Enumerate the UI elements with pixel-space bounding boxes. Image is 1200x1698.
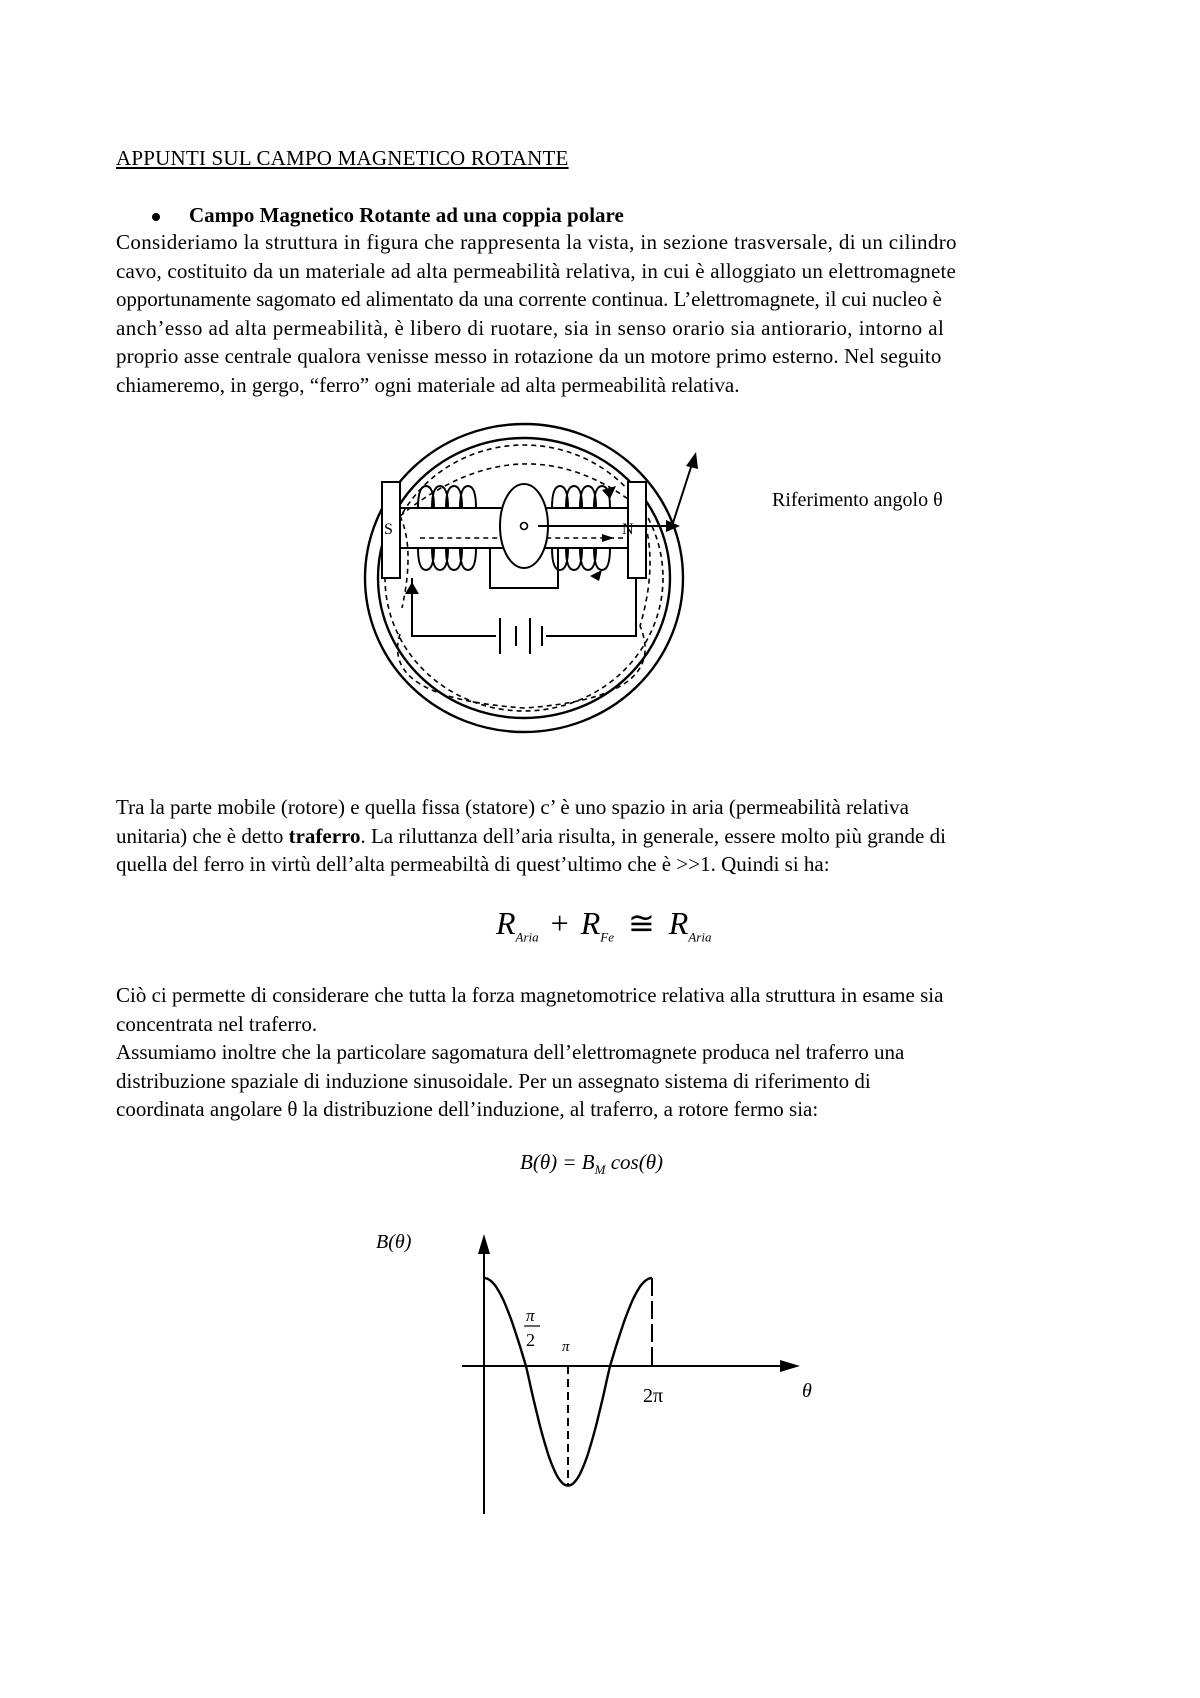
traferro-paragraph [116, 793, 1098, 879]
battery-icon [500, 618, 542, 654]
dc-supply-wire [546, 578, 636, 636]
section-heading: Campo Magnetico Rotante ad una coppia polare [189, 203, 624, 227]
body-line: concentrata nel traferro. [116, 1011, 318, 1036]
intro-line: chiameremo, in gergo, “ferro” ogni materiale ad alta permeabilità relativa. [116, 372, 740, 397]
flux-arrow-icon [602, 534, 614, 542]
intro-line: opportunamente sagomato ed alimentato da una corrente continua. L’elettromagnete, il cui nucleo è [116, 287, 942, 312]
tick-pi: π [562, 1339, 570, 1355]
y-axis-arrow-icon [478, 1234, 490, 1254]
body-line: distribuzione spaziale di induzione sinusoidale. Per un assegnato sistema di riferimento di [116, 1068, 871, 1093]
graph-y-label: B(θ) [376, 1231, 412, 1253]
reluctance-symbol: R [496, 905, 516, 941]
tick-two-pi: 2π [643, 1385, 664, 1407]
traferro-line: Tra la parte mobile (rotore) e quella fissa (statore) c’ è uno spazio in aria (permeabilità relativa [116, 795, 909, 819]
traferro-text: unitaria) che è detto [116, 823, 289, 848]
reference-angle-line [672, 464, 692, 526]
x-axis-arrow-icon [780, 1360, 800, 1372]
reference-angle-label: Riferimento angolo θ [772, 489, 943, 511]
flux-line-dashed [400, 516, 408, 608]
flux-line-dashed [398, 626, 646, 708]
intro-line: Consideriamo la struttura in figura che rappresenta la vista, in sezione trasversale, di un cilindro [116, 230, 957, 254]
excitation-coil-right [552, 486, 610, 570]
bullet-icon [152, 213, 160, 221]
body-paragraph [116, 981, 1098, 1124]
traferro-line: quella del ferro in virtù dell’alta permeabiltà di quest’ultimo che è >>1. Quindi si ha: [116, 852, 830, 877]
intro-line: anch’esso ad alta permeabilità, è libero di ruotare, sia in senso orario sia antiorario, intorno al [116, 315, 945, 340]
induction-lhs: B(θ) = B [520, 1150, 595, 1174]
machine-cross-section-figure [340, 408, 1000, 758]
dc-supply-wire [412, 578, 496, 636]
plus-sign: + [550, 905, 569, 941]
graph-x-label: θ [802, 1380, 812, 1402]
traferro-line [116, 822, 1098, 851]
intro-line: proprio asse centrale qualora venisse messo in rotazione da un motore primo esterno. Nel seguito [116, 344, 942, 369]
body-line: Ciò ci permette di considerare che tutta la forza magnetomotrice relativa alla struttura in esame sia [116, 983, 944, 1007]
reluctance-formula [496, 904, 711, 945]
traferro-bold: traferro [288, 823, 361, 848]
reluctance-subscript: Aria [515, 929, 539, 945]
reluctance-subscript: Aria [688, 929, 712, 945]
traferro-text: . La riluttanza dell’aria risulta, in generale, essere molto più grande di [360, 823, 946, 848]
tick-pi-half-denominator: 2 [526, 1330, 535, 1350]
body-line: coordinata angolare θ la distribuzione dell’induzione, al traferro, a rotore fermo sia: [116, 1097, 819, 1122]
pole-label-north: N [622, 521, 634, 538]
induction-graph [360, 1220, 840, 1520]
approx-sign: ≅ [627, 905, 655, 941]
intro-paragraph [116, 228, 1098, 400]
reference-arrow-icon [686, 452, 698, 469]
current-arrow-icon [405, 582, 419, 594]
reluctance-symbol: R [668, 905, 689, 941]
document-title: APPUNTI SUL CAMPO MAGNETICO ROTANTE [116, 146, 569, 170]
induction-formula [520, 1150, 663, 1178]
reluctance-symbol: R [580, 905, 601, 941]
body-line: Assumiamo inoltre che la particolare sagomatura dell’elettromagnete produca nel traferro una [116, 1040, 905, 1065]
pole-label-south: S [384, 521, 393, 538]
induction-subscript: M [594, 1162, 606, 1178]
flux-arrow-icon [590, 570, 602, 581]
intro-line: cavo, costituito da un materiale ad alta permeabilità relativa, in cui è alloggiato un elettromagnete [116, 258, 957, 283]
excitation-coil-left [418, 486, 476, 570]
tick-pi-half-numerator: π [526, 1306, 535, 1325]
induction-rhs: cos(θ) [605, 1150, 664, 1174]
stator-inner-ellipse [378, 438, 670, 718]
reluctance-subscript: Fe [600, 929, 614, 945]
